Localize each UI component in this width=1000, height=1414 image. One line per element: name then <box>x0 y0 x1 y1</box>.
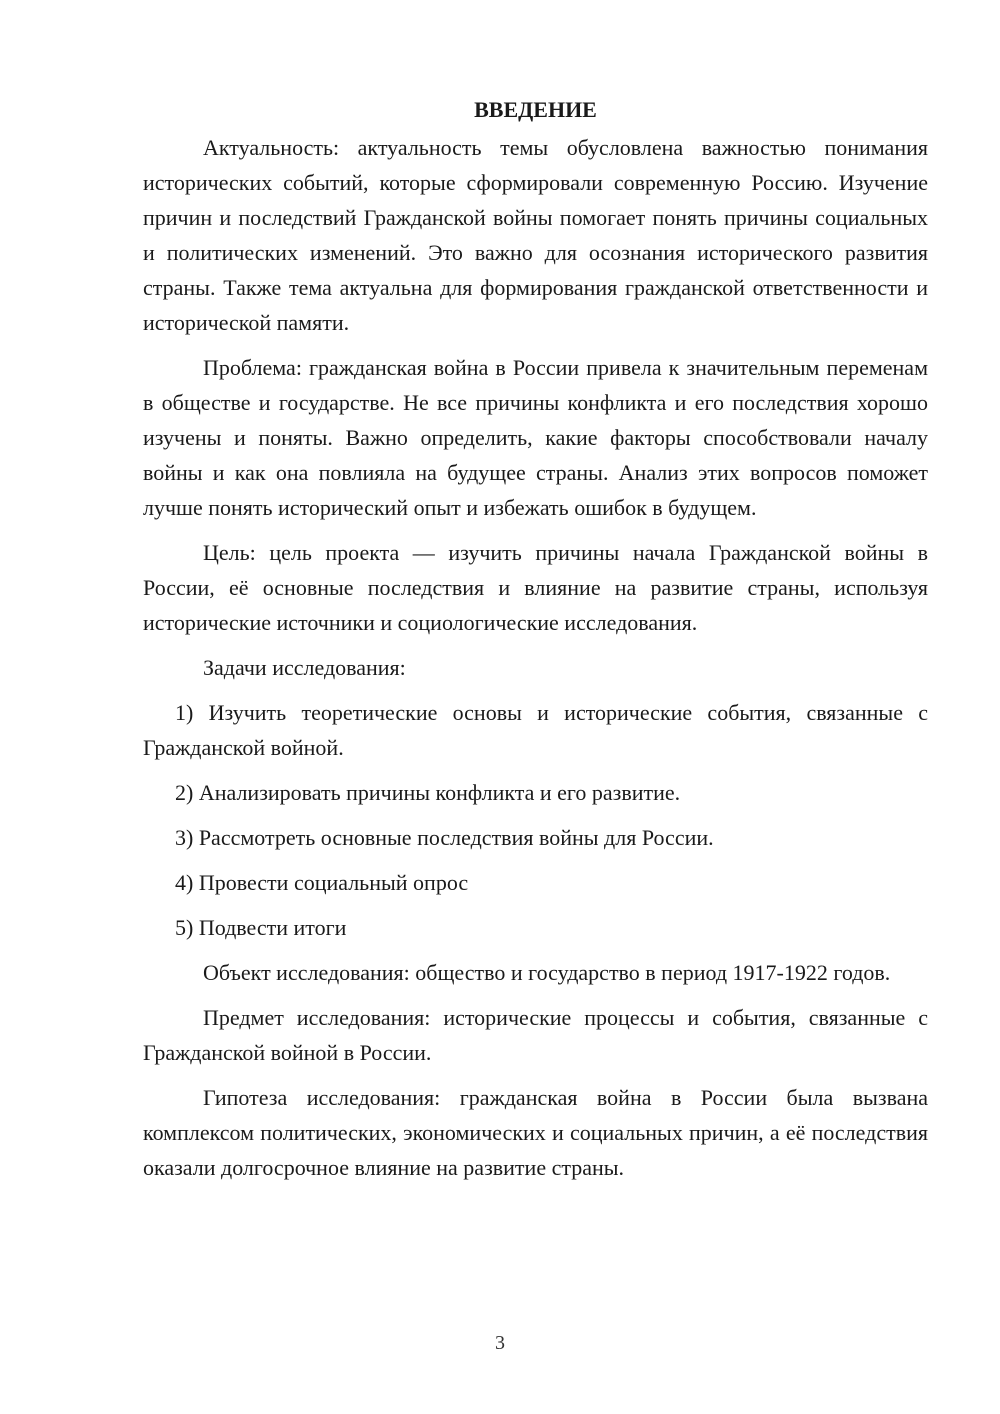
task-item: 2) Анализировать причины конфликта и его развитие. <box>175 780 681 805</box>
document-page <box>143 92 928 1195</box>
paragraph-hypothesis: Гипотеза исследования: гражданская война в России была вызвана комплексом политических, экономических и социальных причин, а её последствия оказали долгосрочное влияние на развитие страны. <box>143 1085 928 1180</box>
paragraph-object: Объект исследования: общество и государство в период 1917-1922 годов. <box>203 960 891 985</box>
task-item: 3) Рассмотреть основные последствия войны для России. <box>175 825 714 850</box>
paragraph-subject: Предмет исследования: исторические процессы и события, связанные с Гражданской войной в России. <box>143 1005 928 1065</box>
section-title: ВВЕДЕНИЕ <box>474 97 597 122</box>
paragraph-problem: Проблема: гражданская война в России привела к значительным переменам в обществе и государстве. Не все причины конфликта и его последствия хорошо изучены и поняты. Важно определить, какие факторы способствовали началу войны и как она повлияла на будущее страны. Анализ этих вопросов поможет лучше понять исторический опыт и избежать ошибок в будущем. <box>143 355 928 520</box>
paragraph-relevance: Актуальность: актуальность темы обусловлена важностью понимания исторических событий, которые сформировали современную Россию. Изучение причин и последствий Гражданской войны помогает понять причины социальных и политических изменений. Это важно для осознания исторического развития страны. Также тема актуальна для формирования гражданской ответственности и исторической памяти. <box>143 135 928 335</box>
task-item: 4) Провести социальный опрос <box>175 870 469 895</box>
page-number: 3 <box>495 1332 505 1354</box>
task-item: 5) Подвести итоги <box>175 915 347 940</box>
paragraph-tasks-heading: Задачи исследования: <box>203 655 406 680</box>
paragraph-goal: Цель: цель проекта — изучить причины начала Гражданской войны в России, её основные последствия и влияние на развитие страны, используя исторические источники и социологические исследования. <box>143 540 928 635</box>
task-item: 1) Изучить теоретические основы и исторические события, связанные с Гражданской войной. <box>143 700 928 760</box>
